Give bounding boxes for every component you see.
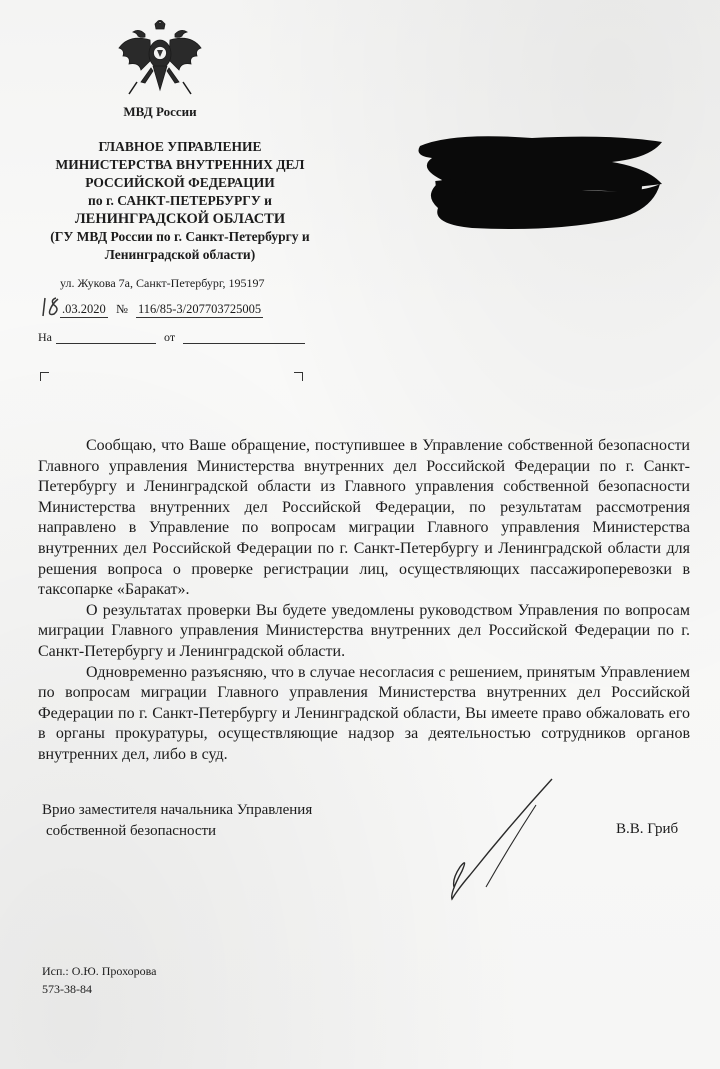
reference-number: 116/85-3/207703725005 [138, 302, 262, 316]
org-address: ул. Жукова 7а, Санкт-Петербург, 195197 [60, 276, 265, 290]
in-reply-to-row [38, 330, 308, 350]
handwritten-signature [440, 775, 570, 905]
body-paragraph: О результатах проверки Вы будете уведомлены руководством Управления по вопросам миграции Главного управления Министерства внутренних дел Российской Федерации по г. Санкт-Петербургу и Ленинградской области. [38, 601, 690, 660]
ministry-short-name: МВД России [123, 104, 197, 119]
executor-phone: 573-38-84 [42, 982, 92, 996]
from-date-blank-line [183, 343, 305, 344]
signatory-role-line1: Врио заместителя начальника Управления [42, 802, 313, 818]
signatory-role [42, 800, 312, 842]
letter-body [38, 436, 690, 766]
eagle-emblem-icon [115, 20, 205, 102]
from-date-label: от [164, 330, 176, 344]
org-line: ЛЕНИНГРАДСКОЙ ОБЛАСТИ [74, 211, 286, 227]
signatory-name: В.В. Гриб [616, 821, 679, 837]
org-line: по г. САНКТ-ПЕТЕРБУРГУ и [88, 193, 272, 208]
body-paragraph: Одновременно разъясняю, что в случае несогласия с решением, принятым Управлением по вопросам миграции Главного управления Министерства внутренних дел Российской Федерации по г. Санкт-Петербургу и Ленинградской области, Вы имеете право обжаловать его в органы прокуратуры, осуществляющие надзор за деятельностью сотрудников органов внутренних дел, либо в суд. [38, 663, 690, 763]
address-corner-left-mark [40, 372, 49, 381]
executor-name: Исп.: О.Ю. Прохорова [42, 964, 157, 978]
reference-row [38, 300, 298, 322]
in-reply-blank-line [56, 343, 156, 344]
signatory-role-line2: собственной безопасности [46, 823, 217, 839]
reference-date: .03.2020 [62, 302, 106, 316]
redacted-addressee-block [412, 128, 674, 236]
address-corner-right-mark [294, 372, 303, 381]
org-line: Ленинградской области) [104, 247, 256, 262]
in-reply-label: На [38, 330, 52, 344]
reference-number-label: № [116, 302, 128, 316]
org-line: РОССИЙСКОЙ ФЕДЕРАЦИИ [85, 175, 275, 190]
organization-name-block [30, 138, 330, 264]
body-paragraph: Сообщаю, что Ваше обращение, поступившее в Управление собственной безопасности Главного управления Министерства внутренних дел Российской Федерации по г. Санкт-Петербургу и Ленинградской области из Главного управления собственной безопасности Министерства внутренних дел Российской Федерации, по результатам рассмотрения направлено в Управление по вопросам миграции Главного управления Министерства внутренних дел Российской Федерации по г. Санкт-Петербургу и Ленинградской области для решения вопроса о проверке регистрации лиц, осуществляющих пассажироперевозки в таксопарке «Баракат». [38, 437, 690, 599]
org-line: ГЛАВНОЕ УПРАВЛЕНИЕ [98, 139, 262, 154]
org-line: МИНИСТЕРСТВА ВНУТРЕННИХ ДЕЛ [55, 157, 305, 172]
org-line: (ГУ МВД России по г. Санкт-Петербургу и [50, 229, 310, 244]
executor-info [42, 962, 157, 998]
